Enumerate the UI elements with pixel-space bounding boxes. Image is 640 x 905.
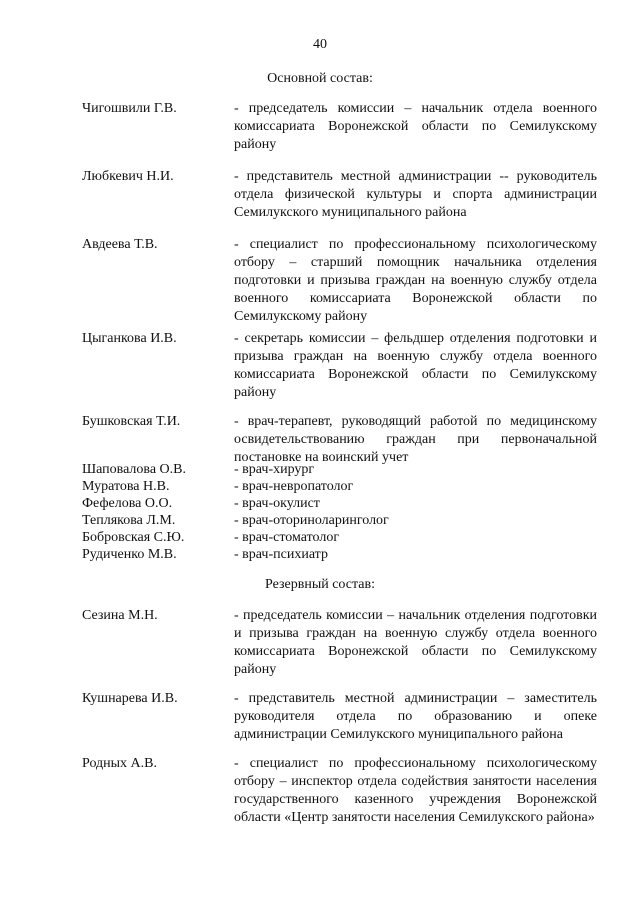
- member-role: [234, 100, 597, 154]
- member-name: Родных А.В.: [82, 756, 158, 771]
- role-line: освидетельствованию граждан при первоначальной: [234, 432, 597, 447]
- member-name: Бушковская Т.И.: [82, 414, 181, 429]
- member-role: [234, 607, 597, 679]
- member-role: [234, 236, 597, 326]
- role-line: - врач-терапевт, руководящий работой по медицинскому: [234, 414, 597, 429]
- member-name: Любкевич Н.И.: [82, 169, 174, 184]
- member-role: [234, 690, 597, 744]
- role-line: государственного казенного учреждения Воронежской: [234, 792, 597, 807]
- role-line: - представитель местной администрации -- руководитель: [234, 169, 597, 184]
- role-line: - специалист по профессиональному психологическому: [234, 756, 597, 771]
- role-line: Семилукского муниципального района: [234, 205, 467, 220]
- member-role: [234, 413, 597, 467]
- role-line: руководителя отдела по образованию и опеке: [234, 709, 597, 724]
- member-name: Чигошвили Г.В.: [82, 101, 177, 116]
- member-role: [234, 461, 597, 479]
- role-line: району: [234, 662, 277, 677]
- role-line: - врач-хирург: [234, 462, 315, 477]
- member-role: [234, 512, 597, 530]
- role-line: постановке на воинский учет: [234, 450, 409, 465]
- reserve-composition-title: Резервный состав:: [264, 577, 375, 592]
- role-line: подготовки и призыва граждан на военную службу отдела: [234, 273, 597, 288]
- member-name: Цыганкова И.В.: [82, 331, 177, 346]
- member-role: [234, 330, 597, 402]
- role-line: району: [234, 385, 277, 400]
- role-line: - представитель местной администрации – заместитель: [234, 691, 597, 706]
- page-number: 40: [313, 37, 327, 52]
- role-line: - секретарь комиссии – фельдшер отделения подготовки и: [234, 331, 597, 346]
- role-line: отдела физической культуры и спорта администрации: [234, 187, 597, 202]
- role-line: - председатель комиссии – начальник отдела военного: [234, 101, 597, 116]
- member-role: [234, 478, 597, 496]
- member-name: Рудиченко М.В.: [82, 547, 177, 562]
- role-line: - врач-окулист: [234, 496, 320, 511]
- member-role: [234, 546, 597, 564]
- member-name: Теплякова Л.М.: [82, 513, 176, 528]
- role-line: району: [234, 137, 277, 152]
- member-role: [234, 495, 597, 513]
- member-name: Сезина М.Н.: [82, 608, 158, 623]
- role-line: комиссариата Воронежской области по Семилукскому: [234, 367, 597, 382]
- role-line: - врач-невропатолог: [234, 479, 354, 494]
- role-line: призыва граждан на военную службу отдела военного: [234, 349, 597, 364]
- member-name: Шаповалова О.В.: [82, 462, 186, 477]
- role-line: и призыва граждан на военную службу отдела военного: [234, 626, 597, 641]
- role-line: отбору – инспектор отдела содействия занятости населения: [234, 774, 597, 789]
- role-line: Семилукскому району: [234, 309, 368, 324]
- main-composition-title: Основной состав:: [267, 71, 373, 86]
- role-line: - врач-оториноларинголог: [234, 513, 389, 528]
- member-role: [234, 529, 597, 547]
- role-line: отбору – старший помощник начальника отделения: [234, 255, 597, 270]
- member-role: [234, 755, 597, 827]
- role-line: - председатель комиссии – начальник отделения подготовки: [234, 608, 597, 623]
- role-line: - врач-стоматолог: [234, 530, 340, 545]
- member-name: Фефелова О.О.: [82, 496, 173, 511]
- role-line: комиссариата Воронежской области по Семилукскому: [234, 119, 597, 134]
- member-name: Кушнарева И.В.: [82, 691, 178, 706]
- role-line: комиссариата Воронежской области по Семилукскому: [234, 644, 597, 659]
- role-line: администрации Семилукского муниципального района: [234, 727, 563, 742]
- role-line: - специалист по профессиональному психологическому: [234, 237, 597, 252]
- member-name: Бобровская С.Ю.: [82, 530, 185, 545]
- role-line: военного комиссариата Воронежской области по: [234, 291, 597, 306]
- role-line: - врач-психиатр: [234, 547, 328, 562]
- member-name: Муратова Н.В.: [82, 479, 170, 494]
- member-role: [234, 168, 597, 222]
- role-line: области «Центр занятости населения Семилукского района»: [234, 810, 595, 825]
- member-name: Авдеева Т.В.: [82, 237, 158, 252]
